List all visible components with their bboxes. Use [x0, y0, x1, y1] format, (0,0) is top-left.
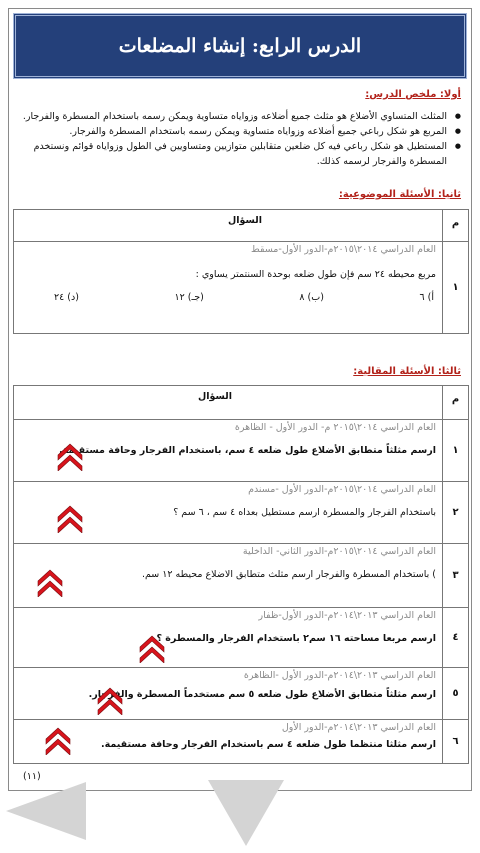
- summary-item: ● المربع هو شكل رباعي جميع أضلاعه وزواياه متساوية ويمكن رسمه باستخدام المسطرة والفرجار.: [15, 124, 461, 139]
- table-row: [14, 242, 469, 334]
- double-chevron-up-icon[interactable]: [95, 685, 125, 715]
- next-page-arrow-icon[interactable]: [206, 778, 286, 848]
- question-text: ) باستخدام المسطرة والفرجار ارسم مثلث متطابق الاضلاع محيطه ١٢ سم.: [141, 569, 436, 580]
- col-num-header: م: [443, 386, 469, 420]
- summary-heading: أولا: ملخص الدرس:: [365, 89, 461, 100]
- question-text: باستخدام الفرجار والمسطرة ارسم مستطيل بعداه ٤ سم ، ٦ سم ؟: [173, 507, 436, 518]
- choice-c[interactable]: (جـ) ١٢: [174, 292, 204, 303]
- table-row: [14, 668, 469, 720]
- table-row: [14, 608, 469, 668]
- table-header-row: [14, 386, 469, 420]
- double-chevron-up-icon[interactable]: [55, 503, 85, 533]
- objective-table: [13, 209, 469, 334]
- double-chevron-up-icon[interactable]: [43, 725, 73, 755]
- question-source: العام الدراسي ٢٠١٤\٢٠١٥ م- الدور الأول - الظاهرة: [234, 422, 436, 433]
- question-source: العام الدراسي ٢٠١٤\٢٠١٥م-الدور الأول -مسندم: [248, 484, 436, 495]
- question-cell: [14, 242, 443, 334]
- choice-a[interactable]: أ) ٦: [419, 292, 434, 303]
- choice-d[interactable]: (د) ٢٤: [54, 292, 79, 303]
- page-number: (١١): [23, 771, 41, 782]
- double-chevron-up-icon[interactable]: [137, 633, 167, 663]
- document-page: [8, 8, 472, 791]
- summary-item: ● المثلث المتساوي الأضلاع هو مثلث جميع أضلاعه وزواياه متساوية ويمكن رسمه باستخدام المسطرة والفرجار.: [15, 109, 461, 124]
- table-row: [14, 544, 469, 608]
- lesson-title-bar: [13, 13, 467, 79]
- double-chevron-up-icon[interactable]: [55, 441, 85, 471]
- question-text: ارسم مربعا مساحته ١٦ سم٢ باستخدام الفرجار والمسطرة ؟: [156, 633, 436, 644]
- question-text: ارسم مثلثاً متطابق الأضلاع طول ضلعه ٥ سم مستخدماً المسطرة والفرجار.: [88, 689, 436, 700]
- question-text: ارسم مثلثا منتظما طول ضلعه ٤ سم باستخدام الفرجار وحافة مستقيمة.: [101, 739, 436, 750]
- essay-heading: ثالثا: الأسئلة المقالية:: [353, 366, 461, 377]
- question-number: ١: [443, 242, 469, 334]
- double-chevron-up-icon[interactable]: [35, 567, 65, 597]
- question-source: العام الدراسي ٢٠١٤\٢٠١٥م-الدور الأول-مسقط: [251, 244, 436, 255]
- col-question-header: السؤال: [14, 386, 443, 420]
- question-text: مربع محيطه ٢٤ سم فإن طول ضلعه بوحدة السنتمتر يساوي :: [195, 269, 436, 280]
- summary-item: ● المستطيل هو شكل رباعي فيه كل ضلعين متقابلين متوازيين ومتساويين في الطول وزواياه قوائم ونستخدم المسطرة والفرجار لرسمه كذلك.: [15, 139, 461, 169]
- lesson-title: الدرس الرابع: إنشاء المضلعات: [118, 35, 362, 57]
- question-source: العام الدراسي ٢٠١٣\٢٠١٤م-الدور الأول -الظاهرة: [243, 670, 436, 681]
- question-cell: [14, 608, 443, 668]
- question-cell: [14, 544, 443, 608]
- question-source: العام الدراسي ٢٠١٣\٢٠١٤م-الدور الأول-ظفار: [258, 610, 436, 621]
- question-number: ٣: [443, 544, 469, 608]
- col-num-header: م: [443, 210, 469, 242]
- answer-choices: [14, 280, 442, 303]
- question-cell: [14, 668, 443, 720]
- question-source: العام الدراسي ٢٠١٣\٢٠١٤م-الدور الأول: [281, 722, 436, 733]
- question-text: ارسم مثلثاً متطابق الأضلاع طول ضلعه ٤ سم، باستخدام الفرجار وحافة مستقيمة.: [59, 445, 436, 456]
- previous-page-arrow-icon[interactable]: [0, 778, 90, 844]
- question-number: ٢: [443, 482, 469, 544]
- col-question-header: السؤال: [14, 210, 443, 242]
- question-number: ١: [443, 420, 469, 482]
- objective-heading: ثانيا: الأسئلة الموضوعية:: [338, 189, 461, 200]
- question-number: ٤: [443, 608, 469, 668]
- question-cell: [14, 720, 443, 764]
- question-source: العام الدراسي ٢٠١٤\٢٠١٥م-الدور الثاني- الداخلية: [242, 546, 436, 557]
- table-header-row: [14, 210, 469, 242]
- question-number: ٦: [443, 720, 469, 764]
- table-row: [14, 720, 469, 764]
- summary-list: [15, 109, 461, 169]
- question-number: ٥: [443, 668, 469, 720]
- choice-b[interactable]: (ب) ٨: [299, 292, 324, 303]
